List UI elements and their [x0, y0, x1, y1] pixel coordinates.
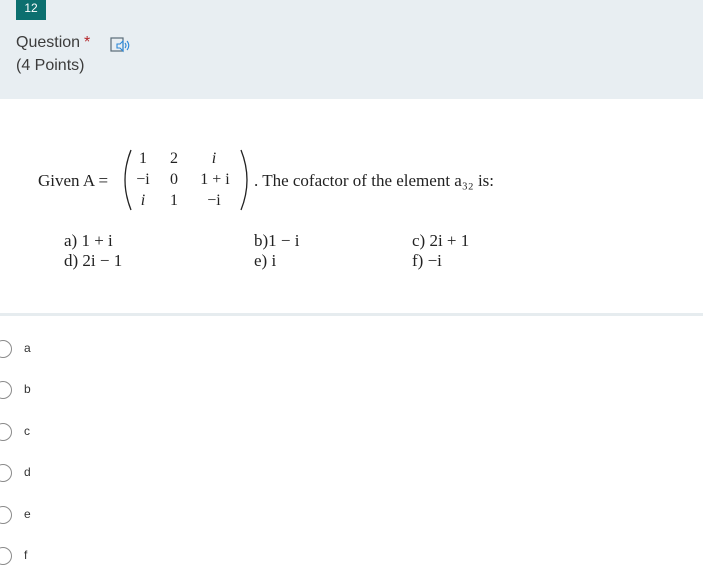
- choice-label: a: [24, 341, 31, 355]
- option-text-f: f) −i: [412, 251, 442, 270]
- radio-button[interactable]: [0, 340, 12, 358]
- option-text-d: d) 2i − 1: [64, 251, 123, 270]
- choice-label: f: [24, 548, 28, 562]
- matrix-a: [121, 148, 251, 212]
- option-text-a: a) 1 + i: [64, 231, 113, 250]
- matrix-cell: 0: [170, 171, 178, 188]
- matrix-cell: i: [211, 150, 217, 167]
- question-header: [0, 0, 703, 99]
- radio-button[interactable]: [0, 464, 12, 482]
- immersive-reader-icon[interactable]: [110, 36, 130, 54]
- radio-button[interactable]: [0, 506, 12, 524]
- matrix-cell: 1 + i: [200, 171, 230, 188]
- question-number-badge: 12: [16, 0, 46, 20]
- question-text: . The cofactor of the element a₃₂ is:: [254, 171, 495, 190]
- question-label: Question: [16, 34, 81, 51]
- section-divider: [0, 313, 703, 316]
- radio-button[interactable]: [0, 547, 12, 565]
- matrix-cell: 2: [170, 150, 178, 167]
- matrix-cell: 1: [139, 150, 147, 167]
- question-points: (4 Points): [16, 57, 85, 74]
- matrix-cell: −i: [207, 192, 221, 209]
- matrix-cell: −i: [136, 171, 150, 188]
- option-text-e: e) i: [254, 251, 277, 270]
- matrix-cell: i: [140, 192, 146, 209]
- option-text-c: c) 2i + 1: [412, 231, 470, 250]
- question-given-prefix: Given A =: [38, 171, 109, 190]
- radio-button[interactable]: [0, 423, 12, 441]
- question-title: [16, 34, 90, 52]
- choice-label: d: [24, 465, 31, 479]
- choice-label: b: [24, 382, 31, 396]
- option-text-b: b)1 − i: [254, 231, 300, 250]
- question-content: [0, 99, 703, 313]
- required-mark: *: [84, 34, 91, 51]
- choice-label: c: [24, 424, 30, 438]
- choice-label: e: [24, 507, 31, 521]
- radio-button[interactable]: [0, 381, 12, 399]
- matrix-cell: 1: [170, 192, 178, 209]
